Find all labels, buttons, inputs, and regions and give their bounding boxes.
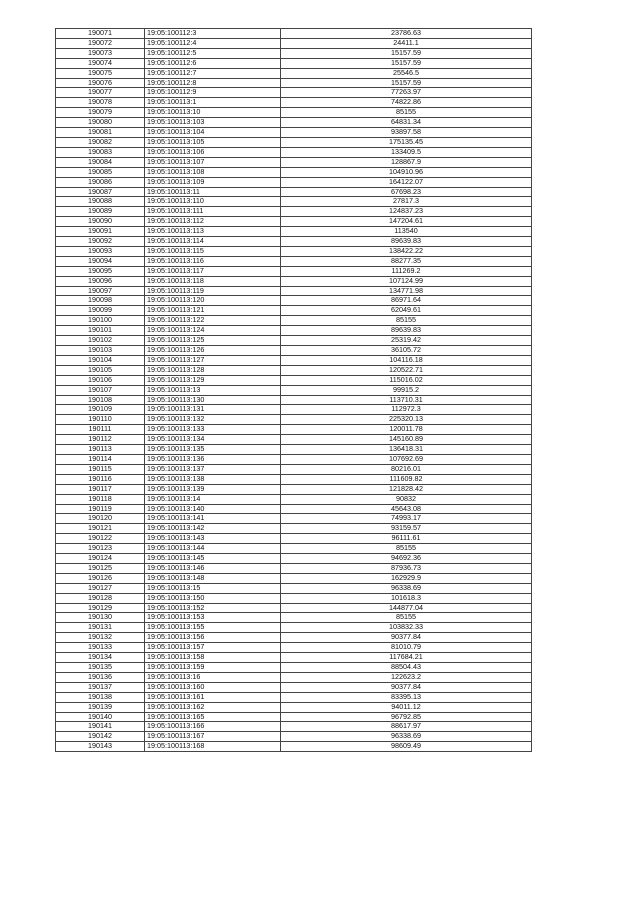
row-id-cell: 190139: [56, 702, 145, 712]
row-value-cell: 27817.3: [281, 197, 532, 207]
table-row: [56, 692, 532, 702]
row-value-cell: 90832: [281, 494, 532, 504]
row-code-cell: 19:05:100113:158: [145, 653, 281, 663]
row-id-cell: 190125: [56, 563, 145, 573]
row-value-cell: 120011.78: [281, 425, 532, 435]
row-value-cell: 120522.71: [281, 365, 532, 375]
row-code-cell: 19:05:100113:116: [145, 256, 281, 266]
row-id-cell: 190096: [56, 276, 145, 286]
table-row: [56, 435, 532, 445]
row-id-cell: 190084: [56, 157, 145, 167]
row-id-cell: 190143: [56, 742, 145, 752]
table-row: [56, 464, 532, 474]
row-value-cell: 23786.63: [281, 29, 532, 39]
row-code-cell: 19:05:100113:121: [145, 306, 281, 316]
row-code-cell: 19:05:100113:139: [145, 484, 281, 494]
row-code-cell: 19:05:100113:16: [145, 672, 281, 682]
row-id-cell: 190107: [56, 385, 145, 395]
row-value-cell: 90377.84: [281, 682, 532, 692]
row-id-cell: 190133: [56, 643, 145, 653]
row-code-cell: 19:05:100113:131: [145, 405, 281, 415]
row-code-cell: 19:05:100113:130: [145, 395, 281, 405]
row-value-cell: 96111.61: [281, 534, 532, 544]
row-value-cell: 74822.86: [281, 98, 532, 108]
table-row: [56, 474, 532, 484]
row-id-cell: 190099: [56, 306, 145, 316]
row-code-cell: 19:05:100113:165: [145, 712, 281, 722]
row-value-cell: 85155: [281, 544, 532, 554]
table-row: [56, 296, 532, 306]
row-id-cell: 190094: [56, 256, 145, 266]
table-row: [56, 246, 532, 256]
table-row: [56, 633, 532, 643]
table-row: [56, 346, 532, 356]
row-id-cell: 190087: [56, 187, 145, 197]
table-row: [56, 682, 532, 692]
row-id-cell: 190103: [56, 346, 145, 356]
row-value-cell: 107692.69: [281, 454, 532, 464]
row-id-cell: 190141: [56, 722, 145, 732]
row-id-cell: 190093: [56, 246, 145, 256]
row-value-cell: 99915.2: [281, 385, 532, 395]
row-id-cell: 190074: [56, 58, 145, 68]
row-id-cell: 190113: [56, 445, 145, 455]
table-row: [56, 276, 532, 286]
row-code-cell: 19:05:100113:103: [145, 118, 281, 128]
table-row: [56, 58, 532, 68]
row-value-cell: 115016.02: [281, 375, 532, 385]
row-value-cell: 147204.61: [281, 217, 532, 227]
row-id-cell: 190090: [56, 217, 145, 227]
row-id-cell: 190119: [56, 504, 145, 514]
row-code-cell: 19:05:100113:138: [145, 474, 281, 484]
row-value-cell: 101618.3: [281, 593, 532, 603]
row-id-cell: 190131: [56, 623, 145, 633]
row-value-cell: 80216.01: [281, 464, 532, 474]
row-id-cell: 190116: [56, 474, 145, 484]
table-row: [56, 256, 532, 266]
row-code-cell: 19:05:100113:146: [145, 563, 281, 573]
row-value-cell: 94692.36: [281, 554, 532, 564]
row-value-cell: 112972.3: [281, 405, 532, 415]
row-code-cell: 19:05:100113:10: [145, 108, 281, 118]
table-row: [56, 147, 532, 157]
table-row: [56, 207, 532, 217]
table-row: [56, 524, 532, 534]
row-code-cell: 19:05:100113:141: [145, 514, 281, 524]
row-code-cell: 19:05:100113:153: [145, 613, 281, 623]
row-value-cell: 94011.12: [281, 702, 532, 712]
table-row: [56, 29, 532, 39]
table-row: [56, 613, 532, 623]
row-code-cell: 19:05:100113:167: [145, 732, 281, 742]
row-id-cell: 190110: [56, 415, 145, 425]
row-code-cell: 19:05:100113:120: [145, 296, 281, 306]
row-id-cell: 190126: [56, 573, 145, 583]
row-value-cell: 117684.21: [281, 653, 532, 663]
row-code-cell: 19:05:100113:145: [145, 554, 281, 564]
row-code-cell: 19:05:100113:110: [145, 197, 281, 207]
row-value-cell: 113710.31: [281, 395, 532, 405]
row-value-cell: 96338.69: [281, 583, 532, 593]
row-code-cell: 19:05:100113:142: [145, 524, 281, 534]
row-value-cell: 89639.83: [281, 326, 532, 336]
row-code-cell: 19:05:100112:3: [145, 29, 281, 39]
row-id-cell: 190112: [56, 435, 145, 445]
row-value-cell: 85155: [281, 316, 532, 326]
row-id-cell: 190123: [56, 544, 145, 554]
row-code-cell: 19:05:100113:113: [145, 227, 281, 237]
row-id-cell: 190071: [56, 29, 145, 39]
data-table-body: [56, 29, 532, 752]
row-id-cell: 190077: [56, 88, 145, 98]
row-code-cell: 19:05:100113:162: [145, 702, 281, 712]
table-row: [56, 88, 532, 98]
table-row: [56, 336, 532, 346]
row-code-cell: 19:05:100113:133: [145, 425, 281, 435]
row-id-cell: 190132: [56, 633, 145, 643]
table-row: [56, 672, 532, 682]
table-row: [56, 286, 532, 296]
row-value-cell: 88617.97: [281, 722, 532, 732]
row-code-cell: 19:05:100113:161: [145, 692, 281, 702]
row-code-cell: 19:05:100113:166: [145, 722, 281, 732]
row-value-cell: 88504.43: [281, 663, 532, 673]
row-id-cell: 190080: [56, 118, 145, 128]
row-value-cell: 81010.79: [281, 643, 532, 653]
row-value-cell: 25319.42: [281, 336, 532, 346]
row-value-cell: 62049.61: [281, 306, 532, 316]
table-row: [56, 48, 532, 58]
row-value-cell: 121828.42: [281, 484, 532, 494]
row-id-cell: 190097: [56, 286, 145, 296]
table-row: [56, 514, 532, 524]
row-value-cell: 87936.73: [281, 563, 532, 573]
row-value-cell: 24411.1: [281, 38, 532, 48]
row-code-cell: 19:05:100113:124: [145, 326, 281, 336]
row-value-cell: 93159.57: [281, 524, 532, 534]
row-code-cell: 19:05:100112:7: [145, 68, 281, 78]
table-row: [56, 534, 532, 544]
row-id-cell: 190105: [56, 365, 145, 375]
row-code-cell: 19:05:100113:112: [145, 217, 281, 227]
table-row: [56, 118, 532, 128]
row-value-cell: 104116.18: [281, 355, 532, 365]
table-row: [56, 237, 532, 247]
table-row: [56, 306, 532, 316]
row-code-cell: 19:05:100113:159: [145, 663, 281, 673]
row-value-cell: 136418.31: [281, 445, 532, 455]
row-value-cell: 164122.07: [281, 177, 532, 187]
row-code-cell: 19:05:100113:168: [145, 742, 281, 752]
table-row: [56, 544, 532, 554]
table-row: [56, 227, 532, 237]
row-value-cell: 124837.23: [281, 207, 532, 217]
table-row: [56, 722, 532, 732]
row-code-cell: 19:05:100113:157: [145, 643, 281, 653]
table-row: [56, 554, 532, 564]
row-value-cell: 111609.82: [281, 474, 532, 484]
table-row: [56, 484, 532, 494]
row-code-cell: 19:05:100113:132: [145, 415, 281, 425]
row-id-cell: 190124: [56, 554, 145, 564]
row-value-cell: 86971.64: [281, 296, 532, 306]
row-value-cell: 15157.59: [281, 48, 532, 58]
table-row: [56, 732, 532, 742]
table-row: [56, 603, 532, 613]
row-code-cell: 19:05:100113:152: [145, 603, 281, 613]
row-value-cell: 15157.59: [281, 58, 532, 68]
row-code-cell: 19:05:100113:128: [145, 365, 281, 375]
table-row: [56, 623, 532, 633]
row-code-cell: 19:05:100113:107: [145, 157, 281, 167]
row-id-cell: 190130: [56, 613, 145, 623]
row-id-cell: 190104: [56, 355, 145, 365]
table-row: [56, 405, 532, 415]
table-row: [56, 445, 532, 455]
row-id-cell: 190072: [56, 38, 145, 48]
row-id-cell: 190075: [56, 68, 145, 78]
table-row: [56, 326, 532, 336]
row-id-cell: 190100: [56, 316, 145, 326]
row-value-cell: 134771.98: [281, 286, 532, 296]
row-code-cell: 19:05:100113:126: [145, 346, 281, 356]
row-value-cell: 45643.08: [281, 504, 532, 514]
row-code-cell: 19:05:100113:109: [145, 177, 281, 187]
row-value-cell: 144877.04: [281, 603, 532, 613]
row-value-cell: 90377.84: [281, 633, 532, 643]
row-code-cell: 19:05:100113:155: [145, 623, 281, 633]
table-row: [56, 375, 532, 385]
table-row: [56, 454, 532, 464]
row-id-cell: 190128: [56, 593, 145, 603]
table-row: [56, 425, 532, 435]
table-row: [56, 38, 532, 48]
row-code-cell: 19:05:100112:4: [145, 38, 281, 48]
row-value-cell: 145160.89: [281, 435, 532, 445]
row-id-cell: 190089: [56, 207, 145, 217]
row-code-cell: 19:05:100113:150: [145, 593, 281, 603]
row-id-cell: 190137: [56, 682, 145, 692]
row-id-cell: 190092: [56, 237, 145, 247]
row-id-cell: 190135: [56, 663, 145, 673]
table-row: [56, 197, 532, 207]
row-id-cell: 190115: [56, 464, 145, 474]
row-id-cell: 190138: [56, 692, 145, 702]
table-row: [56, 137, 532, 147]
row-code-cell: 19:05:100113:118: [145, 276, 281, 286]
row-id-cell: 190121: [56, 524, 145, 534]
row-id-cell: 190109: [56, 405, 145, 415]
row-value-cell: 93897.58: [281, 128, 532, 138]
table-row: [56, 504, 532, 514]
row-code-cell: 19:05:100113:119: [145, 286, 281, 296]
table-row: [56, 128, 532, 138]
row-code-cell: 19:05:100112:9: [145, 88, 281, 98]
row-code-cell: 19:05:100113:127: [145, 355, 281, 365]
row-id-cell: 190078: [56, 98, 145, 108]
table-row: [56, 573, 532, 583]
table-row: [56, 653, 532, 663]
table-row: [56, 395, 532, 405]
row-value-cell: 25546.5: [281, 68, 532, 78]
table-row: [56, 78, 532, 88]
data-table: [55, 28, 532, 752]
row-value-cell: 122623.2: [281, 672, 532, 682]
row-id-cell: 190073: [56, 48, 145, 58]
row-id-cell: 190122: [56, 534, 145, 544]
row-id-cell: 190102: [56, 336, 145, 346]
table-row: [56, 712, 532, 722]
table-row: [56, 316, 532, 326]
row-value-cell: 111269.2: [281, 266, 532, 276]
row-id-cell: 190085: [56, 167, 145, 177]
row-code-cell: 19:05:100112:8: [145, 78, 281, 88]
row-value-cell: 85155: [281, 613, 532, 623]
row-value-cell: 175135.45: [281, 137, 532, 147]
row-code-cell: 19:05:100113:143: [145, 534, 281, 544]
table-row: [56, 563, 532, 573]
row-code-cell: 19:05:100113:114: [145, 237, 281, 247]
table-row: [56, 98, 532, 108]
row-code-cell: 19:05:100113:104: [145, 128, 281, 138]
row-value-cell: 89639.83: [281, 237, 532, 247]
row-code-cell: 19:05:100113:135: [145, 445, 281, 455]
row-code-cell: 19:05:100112:5: [145, 48, 281, 58]
row-value-cell: 104910.96: [281, 167, 532, 177]
table-row: [56, 217, 532, 227]
row-code-cell: 19:05:100113:136: [145, 454, 281, 464]
row-code-cell: 19:05:100113:11: [145, 187, 281, 197]
row-code-cell: 19:05:100113:129: [145, 375, 281, 385]
row-id-cell: 190091: [56, 227, 145, 237]
row-value-cell: 96338.69: [281, 732, 532, 742]
row-code-cell: 19:05:100113:1: [145, 98, 281, 108]
row-value-cell: 77263.97: [281, 88, 532, 98]
table-row: [56, 583, 532, 593]
row-id-cell: 190076: [56, 78, 145, 88]
row-id-cell: 190127: [56, 583, 145, 593]
row-value-cell: 128867.9: [281, 157, 532, 167]
row-value-cell: 107124.99: [281, 276, 532, 286]
row-code-cell: 19:05:100112:6: [145, 58, 281, 68]
row-id-cell: 190106: [56, 375, 145, 385]
row-id-cell: 190095: [56, 266, 145, 276]
row-code-cell: 19:05:100113:106: [145, 147, 281, 157]
row-code-cell: 19:05:100113:156: [145, 633, 281, 643]
row-id-cell: 190129: [56, 603, 145, 613]
row-id-cell: 190088: [56, 197, 145, 207]
row-code-cell: 19:05:100113:137: [145, 464, 281, 474]
row-value-cell: 96792.85: [281, 712, 532, 722]
row-value-cell: 83395.13: [281, 692, 532, 702]
row-id-cell: 190117: [56, 484, 145, 494]
row-value-cell: 64831.34: [281, 118, 532, 128]
row-code-cell: 19:05:100113:13: [145, 385, 281, 395]
row-id-cell: 190142: [56, 732, 145, 742]
row-value-cell: 162929.9: [281, 573, 532, 583]
row-code-cell: 19:05:100113:117: [145, 266, 281, 276]
row-code-cell: 19:05:100113:122: [145, 316, 281, 326]
row-value-cell: 113540: [281, 227, 532, 237]
table-row: [56, 702, 532, 712]
row-id-cell: 190120: [56, 514, 145, 524]
row-id-cell: 190136: [56, 672, 145, 682]
row-value-cell: 225320.13: [281, 415, 532, 425]
row-code-cell: 19:05:100113:140: [145, 504, 281, 514]
row-value-cell: 133409.5: [281, 147, 532, 157]
row-value-cell: 85155: [281, 108, 532, 118]
row-id-cell: 190083: [56, 147, 145, 157]
table-row: [56, 385, 532, 395]
row-code-cell: 19:05:100113:105: [145, 137, 281, 147]
row-id-cell: 190082: [56, 137, 145, 147]
row-value-cell: 103832.33: [281, 623, 532, 633]
row-value-cell: 36105.72: [281, 346, 532, 356]
table-row: [56, 663, 532, 673]
row-code-cell: 19:05:100113:125: [145, 336, 281, 346]
table-row: [56, 415, 532, 425]
row-code-cell: 19:05:100113:160: [145, 682, 281, 692]
table-row: [56, 108, 532, 118]
row-code-cell: 19:05:100113:108: [145, 167, 281, 177]
table-row: [56, 177, 532, 187]
table-row: [56, 355, 532, 365]
row-code-cell: 19:05:100113:115: [145, 246, 281, 256]
table-row: [56, 167, 532, 177]
row-id-cell: 190081: [56, 128, 145, 138]
row-code-cell: 19:05:100113:144: [145, 544, 281, 554]
row-id-cell: 190114: [56, 454, 145, 464]
table-row: [56, 494, 532, 504]
table-row: [56, 365, 532, 375]
row-code-cell: 19:05:100113:134: [145, 435, 281, 445]
row-id-cell: 190086: [56, 177, 145, 187]
row-value-cell: 67698.23: [281, 187, 532, 197]
row-code-cell: 19:05:100113:15: [145, 583, 281, 593]
row-value-cell: 15157.59: [281, 78, 532, 88]
row-value-cell: 138422.22: [281, 246, 532, 256]
row-id-cell: 190134: [56, 653, 145, 663]
table-row: [56, 643, 532, 653]
row-id-cell: 190111: [56, 425, 145, 435]
row-code-cell: 19:05:100113:14: [145, 494, 281, 504]
row-id-cell: 190140: [56, 712, 145, 722]
row-value-cell: 98609.49: [281, 742, 532, 752]
row-id-cell: 190098: [56, 296, 145, 306]
table-row: [56, 157, 532, 167]
row-value-cell: 88277.35: [281, 256, 532, 266]
row-code-cell: 19:05:100113:148: [145, 573, 281, 583]
row-id-cell: 190079: [56, 108, 145, 118]
row-value-cell: 74993.17: [281, 514, 532, 524]
row-id-cell: 190118: [56, 494, 145, 504]
table-row: [56, 68, 532, 78]
row-id-cell: 190101: [56, 326, 145, 336]
table-row: [56, 266, 532, 276]
table-row: [56, 187, 532, 197]
table-row: [56, 742, 532, 752]
table-row: [56, 593, 532, 603]
row-code-cell: 19:05:100113:111: [145, 207, 281, 217]
row-id-cell: 190108: [56, 395, 145, 405]
